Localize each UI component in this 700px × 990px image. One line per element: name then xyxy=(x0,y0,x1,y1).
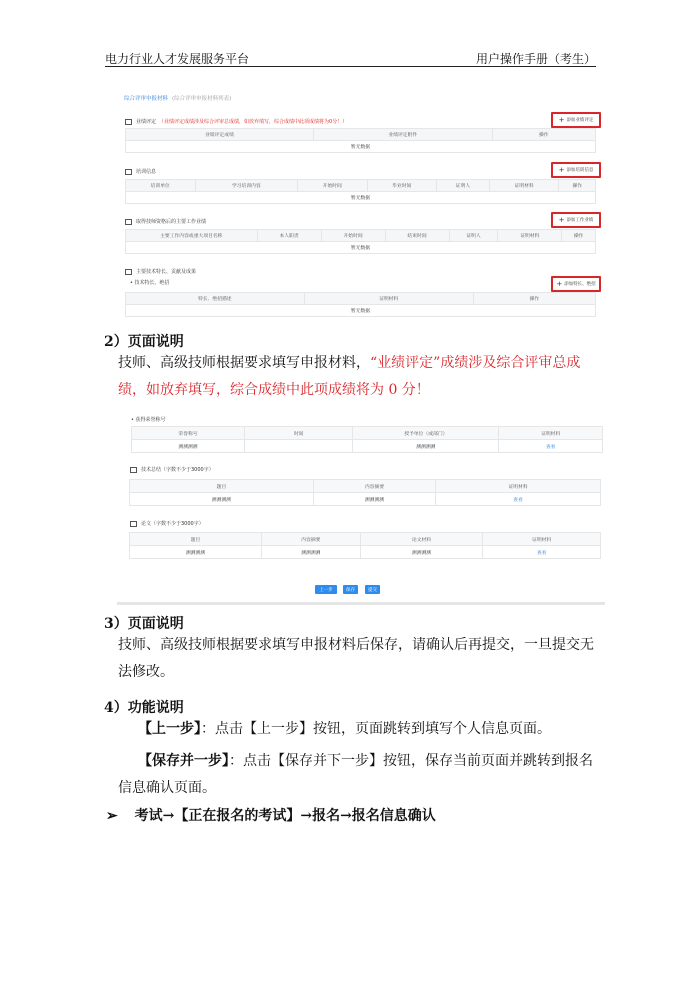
table-row xyxy=(126,242,596,254)
add-work-button[interactable] xyxy=(551,212,601,228)
button-label: 添加特长、绝招 xyxy=(564,282,596,287)
column-header: 结束时间 xyxy=(385,230,449,242)
plus-icon: + xyxy=(558,166,565,174)
button-label: 添加工作业绩 xyxy=(566,218,594,223)
summary-table xyxy=(129,479,601,506)
add-performance-button[interactable] xyxy=(551,112,601,128)
view-link[interactable]: 查看 xyxy=(436,493,601,506)
column-header: 操作 xyxy=(473,293,595,305)
column-header: 证明材料 xyxy=(499,427,603,440)
performance-table xyxy=(125,128,596,153)
column-header: 培训单位 xyxy=(126,180,196,192)
paragraph-warning: “业绩评定”成绩涉及综合评审总成 xyxy=(370,355,581,371)
function-save-next xyxy=(138,750,593,770)
paragraph-text: 技师、高级技师根据要求填写申报材料， xyxy=(118,355,370,371)
table-header-row xyxy=(130,480,601,493)
column-header: 操作 xyxy=(492,129,595,141)
monitor-icon xyxy=(125,269,132,275)
table-cell: 测测测测 xyxy=(130,546,262,559)
column-header: 学习培训内容 xyxy=(195,180,298,192)
section-title-text: 取得技师资格后的主要工作业绩 xyxy=(136,219,207,225)
table-header-row xyxy=(126,230,596,242)
paragraph-page-desc-2 xyxy=(118,350,580,377)
bullet-text: 技术特长、绝招 xyxy=(134,280,170,286)
prev-step-button[interactable]: 上一步 xyxy=(315,585,337,594)
column-header: 证明人 xyxy=(449,230,498,242)
column-header: 操作 xyxy=(559,180,596,192)
function-label: 【上一步】 xyxy=(138,721,201,737)
function-label: 【保存并一步】 xyxy=(138,753,229,769)
paragraph-page-desc-3-line1: 技师、高级技师根据要求填写申报材料后保存，请确认后再提交，一旦提交无 xyxy=(118,637,594,653)
section-performance-title xyxy=(125,118,347,125)
paragraph-warning-line2: 绩，如放弃填写，综合成绩中此项成绩将为 0 分！ xyxy=(118,382,430,398)
button-label: 添加培训信息 xyxy=(566,168,594,173)
monitor-icon xyxy=(125,119,132,125)
monitor-icon xyxy=(125,219,132,225)
skills-bullet: • 技术特长、绝招 xyxy=(130,280,170,286)
section-training-title xyxy=(125,168,156,175)
header-right: 用户操作手册（考生） xyxy=(475,52,596,66)
table-cell xyxy=(245,440,353,453)
honor-bullet: • 获得荣誉称号 xyxy=(131,417,166,423)
table-row xyxy=(126,305,596,317)
column-header: 证明材料 xyxy=(436,480,601,493)
table-row xyxy=(130,493,601,506)
table-cell: 测测测测 xyxy=(261,546,360,559)
column-header: 开始时间 xyxy=(298,180,368,192)
column-header: 业绩评定附件 xyxy=(314,129,493,141)
screenshot-materials-form xyxy=(112,90,602,326)
honor-table xyxy=(131,426,603,453)
section-title-text: 主要技术特长、贡献及成果 xyxy=(136,269,197,275)
column-header: 特长、绝招描述 xyxy=(126,293,305,305)
table-cell: 测测测测 xyxy=(353,440,499,453)
skills-table xyxy=(125,292,596,317)
column-header: 题目 xyxy=(130,480,314,493)
function-save-next-line2: 信息确认页面。 xyxy=(118,780,216,796)
column-header: 论文材料 xyxy=(360,533,482,546)
empty-state: 暂无数据 xyxy=(126,242,596,254)
section-title-text: 论文（字数不少于3000字） xyxy=(141,521,204,527)
column-header: 授予单位（或部门） xyxy=(353,427,499,440)
summary-title xyxy=(130,466,214,473)
function-text: ：点击【上一步】按钮，页面跳转到填写个人信息页面。 xyxy=(201,721,551,737)
section-title-text: 培训信息 xyxy=(136,169,157,175)
column-header: 证明材料 xyxy=(489,180,559,192)
monitor-icon xyxy=(125,169,132,175)
function-prev-step xyxy=(138,718,551,738)
section-title-text: 业绩评定 xyxy=(136,119,157,125)
paper-table xyxy=(129,532,601,559)
monitor-icon xyxy=(130,467,137,473)
section-warning: （业绩评定成绩涉及综合评审总成绩，如放弃填写，综合成绩中此项成绩将为0分！） xyxy=(159,119,348,125)
view-link[interactable]: 查看 xyxy=(499,440,603,453)
empty-state: 暂无数据 xyxy=(126,141,596,153)
paragraph-page-desc-3-line2: 法修改。 xyxy=(118,664,174,680)
section-title-text: 技术总结（字数不少于3000字） xyxy=(141,467,214,473)
bullet-text: 获得荣誉称号 xyxy=(135,417,166,423)
button-label: 添加业绩评定 xyxy=(566,118,594,123)
empty-state: 暂无数据 xyxy=(126,192,596,204)
materials-subtitle: (综合评审申报材料列表) xyxy=(172,96,232,102)
column-header: 开始时间 xyxy=(321,230,385,242)
plus-icon: + xyxy=(558,216,565,224)
table-row xyxy=(130,546,601,559)
column-header: 证明材料 xyxy=(483,533,601,546)
heading-page-desc-3: 3）页面说明 xyxy=(104,616,184,632)
section-work-title xyxy=(125,218,206,225)
column-header: 主要工作内容或重大项目名称 xyxy=(126,230,258,242)
save-button[interactable]: 保存 xyxy=(343,585,358,594)
heading-function-desc: 4）功能说明 xyxy=(104,700,184,716)
plus-icon: + xyxy=(558,116,565,124)
column-header: 证明材料 xyxy=(304,293,473,305)
table-cell: 测测测测 xyxy=(360,546,482,559)
arrow-bullet-icon: ➢ xyxy=(106,808,118,824)
table-header-row xyxy=(126,180,596,192)
page-header xyxy=(105,50,596,67)
column-header: 内容摘要 xyxy=(261,533,360,546)
section-skills-title xyxy=(125,268,196,275)
function-text: ：点击【保存并下一步】按钮，保存当前页面并跳转到报名 xyxy=(229,753,593,769)
heading-page-desc-2: 2）页面说明 xyxy=(104,334,184,350)
paper-title xyxy=(130,520,204,527)
monitor-icon xyxy=(130,521,137,527)
add-skills-button[interactable] xyxy=(551,276,601,292)
column-header: 荣誉称号 xyxy=(132,427,245,440)
table-header-row xyxy=(130,533,601,546)
materials-title-text: 综合评审申报材料 xyxy=(124,96,169,102)
column-header: 操作 xyxy=(562,230,596,242)
column-header: 本人职责 xyxy=(257,230,321,242)
table-row xyxy=(126,192,596,204)
table-row xyxy=(132,440,603,453)
column-header: 证明材料 xyxy=(498,230,562,242)
table-header-row xyxy=(126,293,596,305)
view-link[interactable]: 查看 xyxy=(483,546,601,559)
table-row xyxy=(126,141,596,153)
table-header-row xyxy=(132,427,603,440)
plus-icon: + xyxy=(556,280,563,288)
column-header: 题目 xyxy=(130,533,262,546)
table-header-row xyxy=(126,129,596,141)
empty-state: 暂无数据 xyxy=(126,305,596,317)
column-header: 证明人 xyxy=(437,180,490,192)
table-cell: 测测测测 xyxy=(132,440,245,453)
submit-button[interactable]: 提交 xyxy=(365,585,380,594)
column-header: 毕业时间 xyxy=(367,180,437,192)
header-left: 电力行业人才发展服务平台 xyxy=(105,52,250,66)
work-table xyxy=(125,229,596,254)
table-cell: 测测测测 xyxy=(130,493,314,506)
screenshot-honors-form xyxy=(117,412,605,605)
navigation-path-text: 考试→【正在报名的考试】→报名→报名信息确认 xyxy=(134,808,436,824)
column-header: 内容摘要 xyxy=(313,480,435,493)
add-training-button[interactable] xyxy=(551,162,601,178)
training-table xyxy=(125,179,596,204)
materials-title xyxy=(124,94,231,102)
column-header: 业绩评定成绩 xyxy=(126,129,314,141)
navigation-path xyxy=(106,805,436,825)
column-header: 时间 xyxy=(245,427,353,440)
table-cell: 测测测测 xyxy=(313,493,435,506)
